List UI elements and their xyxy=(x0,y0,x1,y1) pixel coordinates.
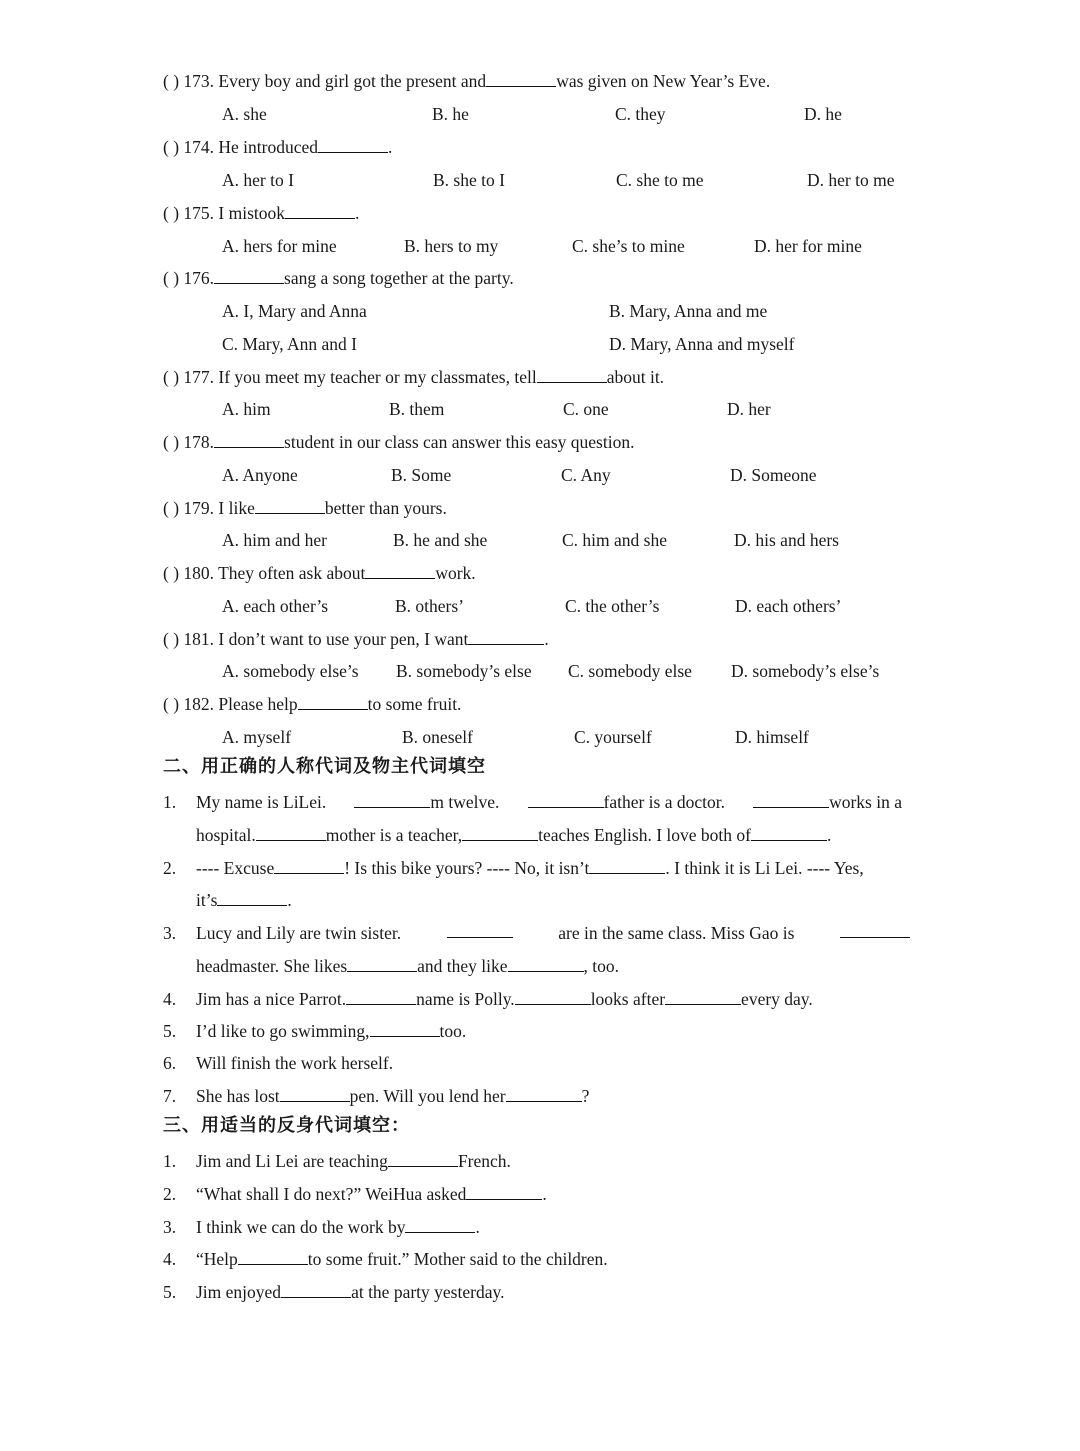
option-c: C. Mary, Ann and I xyxy=(222,334,357,354)
option-c: C. she’s to mine xyxy=(572,236,685,256)
item-number: 6. xyxy=(163,1053,177,1073)
question-180: ( ) 180. They often ask about work. xyxy=(163,563,476,583)
option-b: B. Some xyxy=(391,465,452,485)
option-c: C. yourself xyxy=(574,727,652,747)
answer-blank xyxy=(589,858,665,874)
answer-blank xyxy=(238,1249,308,1265)
answer-blank xyxy=(506,1086,582,1102)
s2-item-5: I’d like to go swimming, too. xyxy=(196,1021,467,1041)
s3-item-3: I think we can do the work by . xyxy=(196,1217,480,1237)
option-a: A. her to I xyxy=(222,170,294,190)
item-number: 3. xyxy=(163,1217,177,1237)
option-b: B. others’ xyxy=(395,596,465,616)
answer-blank xyxy=(318,137,388,153)
s2-item-2-line-1: ---- Excuse ! Is this bike yours? ---- No, it isn’t . I think it is Li Lei. ---- Yes, xyxy=(196,858,864,878)
answer-blank xyxy=(528,792,604,808)
question-181: ( ) 181. I don’t want to use your pen, I want . xyxy=(163,629,549,649)
section-3-heading: 三、用适当的反身代词填空： xyxy=(163,1115,410,1136)
answer-blank xyxy=(354,792,430,808)
answer-blank xyxy=(405,1217,475,1233)
answer-blank xyxy=(537,367,607,383)
option-b: B. she to I xyxy=(433,170,505,190)
option-c: C. Any xyxy=(561,465,611,485)
answer-blank xyxy=(751,825,827,841)
answer-blank xyxy=(214,268,284,284)
answer-blank xyxy=(255,498,325,514)
s3-item-2: “What shall I do next?” WeiHua asked . xyxy=(196,1184,547,1204)
answer-paren: ( ) xyxy=(163,71,180,91)
option-d: D. somebody’s else’s xyxy=(731,661,880,681)
question-177: ( ) 177. If you meet my teacher or my classmates, tell about it. xyxy=(163,367,665,387)
answer-blank xyxy=(665,989,741,1005)
item-number: 1. xyxy=(163,792,177,812)
s2-item-1-line-1: My name is LiLei. m twelve. father is a doctor. works in a xyxy=(196,792,902,812)
option-a: A. somebody else’s xyxy=(222,661,359,681)
answer-blank xyxy=(298,694,368,710)
option-d: D. her xyxy=(727,399,771,419)
question-number: 173 xyxy=(183,71,210,91)
question-173: ( ) 173. Every boy and girl got the present and was given on New Year’s Eve. xyxy=(163,71,771,91)
option-c: C. they xyxy=(615,104,666,124)
option-b: B. them xyxy=(389,399,445,419)
item-number: 1. xyxy=(163,1151,177,1171)
option-d: D. her to me xyxy=(807,170,895,190)
answer-blank xyxy=(447,922,513,938)
s3-item-1: Jim and Li Lei are teaching French. xyxy=(196,1151,511,1171)
option-a: A. myself xyxy=(222,727,292,747)
option-d: D. he xyxy=(804,104,842,124)
answer-blank xyxy=(346,989,416,1005)
s3-item-5: Jim enjoyed at the party yesterday. xyxy=(196,1282,505,1302)
s2-item-6: Will finish the work herself. xyxy=(196,1053,394,1073)
answer-blank xyxy=(753,792,829,808)
option-d: D. his and hers xyxy=(734,530,839,550)
item-number: 2. xyxy=(163,1184,177,1204)
option-b: B. he xyxy=(432,104,469,124)
option-a: A. him and her xyxy=(222,530,327,550)
item-number: 7. xyxy=(163,1086,177,1106)
s2-item-1-line-2: hospital. mother is a teacher, teaches English. I love both of . xyxy=(196,825,832,845)
s2-item-3-line-2: headmaster. She likes and they like , too. xyxy=(196,956,620,976)
item-number: 5. xyxy=(163,1021,177,1041)
option-c: C. the other’s xyxy=(565,596,660,616)
answer-blank xyxy=(370,1021,440,1037)
answer-blank xyxy=(214,432,284,448)
option-b: B. hers to my xyxy=(404,236,499,256)
option-a: A. him xyxy=(222,399,271,419)
s2-item-7: She has lost pen. Will you lend her ? xyxy=(196,1086,590,1106)
option-c: C. she to me xyxy=(616,170,704,190)
answer-blank xyxy=(274,858,344,874)
question-178: ( ) 178. student in our class can answer this easy question. xyxy=(163,432,635,452)
answer-blank xyxy=(462,825,538,841)
question-175: ( ) 175. I mistook . xyxy=(163,203,360,223)
answer-blank xyxy=(281,1282,351,1298)
option-a: A. hers for mine xyxy=(222,236,337,256)
option-c: C. somebody else xyxy=(568,661,692,681)
option-d: D. Mary, Anna and myself xyxy=(609,334,795,354)
question-176: ( ) 176. sang a song together at the party. xyxy=(163,268,514,288)
answer-blank xyxy=(486,71,556,87)
item-number: 5. xyxy=(163,1282,177,1302)
item-number: 4. xyxy=(163,1249,177,1269)
answer-blank xyxy=(508,956,584,972)
s3-item-4: “Help to some fruit.” Mother said to the children. xyxy=(196,1249,608,1269)
question-179: ( ) 179. I like better than yours. xyxy=(163,498,447,518)
option-d: D. her for mine xyxy=(754,236,862,256)
answer-blank xyxy=(285,203,355,219)
option-a: A. each other’s xyxy=(222,596,329,616)
answer-blank xyxy=(347,956,417,972)
option-b: B. oneself xyxy=(402,727,473,747)
answer-blank xyxy=(365,563,435,579)
answer-blank xyxy=(466,1184,542,1200)
option-b: B. he and she xyxy=(393,530,488,550)
option-b: B. somebody’s else xyxy=(396,661,532,681)
option-d: D. each others’ xyxy=(735,596,842,616)
answer-blank xyxy=(515,989,591,1005)
item-number: 4. xyxy=(163,989,177,1009)
option-b: B. Mary, Anna and me xyxy=(609,301,768,321)
option-a: A. Anyone xyxy=(222,465,298,485)
option-d: D. himself xyxy=(735,727,809,747)
answer-blank xyxy=(256,825,326,841)
answer-blank xyxy=(280,1086,350,1102)
item-number: 2. xyxy=(163,858,177,878)
option-d: D. Someone xyxy=(730,465,817,485)
option-c: C. him and she xyxy=(562,530,667,550)
option-c: C. one xyxy=(563,399,609,419)
question-182: ( ) 182. Please help to some fruit. xyxy=(163,694,462,714)
item-number: 3. xyxy=(163,923,177,943)
s2-item-4: Jim has a nice Parrot. name is Polly. looks after every day. xyxy=(196,989,813,1009)
question-174: ( ) 174. He introduced . xyxy=(163,137,393,157)
option-a: A. she xyxy=(222,104,267,124)
s2-item-2-line-2: it’s . xyxy=(196,890,292,910)
s2-item-3-line-1: Lucy and Lily are twin sister. are in the same class. Miss Gao is xyxy=(196,922,910,944)
answer-blank xyxy=(217,890,287,906)
answer-blank xyxy=(468,629,544,645)
answer-blank xyxy=(388,1151,458,1167)
section-2-heading: 二、用正确的人称代词及物主代词填空 xyxy=(163,756,486,777)
answer-blank xyxy=(840,922,910,938)
option-a: A. I, Mary and Anna xyxy=(222,301,367,321)
